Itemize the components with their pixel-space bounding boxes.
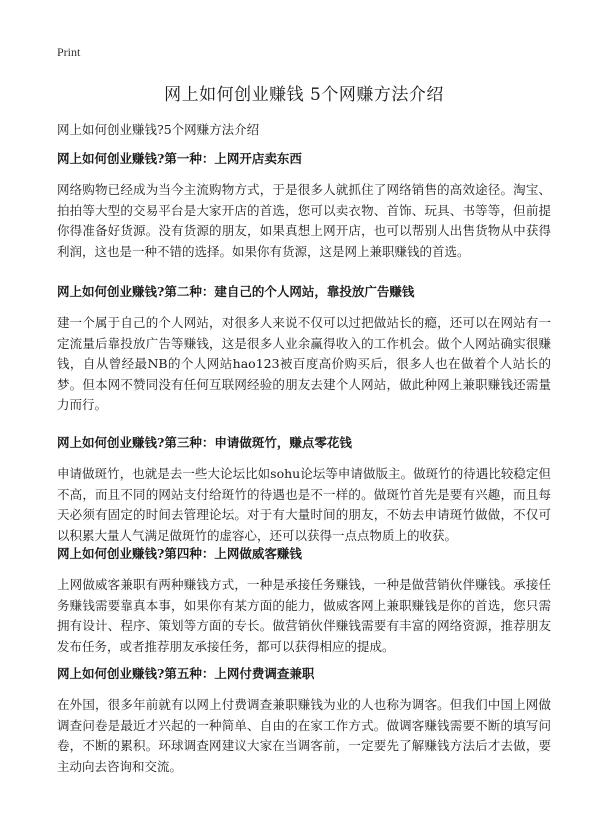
section-body: 网络购物已经成为当今主流购物方式，于是很多人就抓住了网络销售的高效途径。淘宝、拍拍等大型的交易平台是大家开店的首选，您可以卖衣物、首饰、玩具、书等等，但前提你得准备好货源。没有货源的朋友，如果真想上网开店，也可以帮别人出售货物从中获得利润，这也是一种不错的选择。如果你有货源，这是网上兼职赚钱的首选。 <box>57 182 551 259</box>
section-1 <box>57 150 551 262</box>
section-2 <box>57 283 551 416</box>
page-subtitle: 网上如何创业赚钱?5个网赚方法介绍 <box>57 122 260 137</box>
page-title: 网上如何创业赚钱 5个网赚方法介绍 <box>164 85 444 105</box>
section-5 <box>57 665 551 777</box>
section-body: 在外国，很多年前就有以网上付费调查兼职赚钱为业的人也称为调客。但我们中国上网做调查问卷是最近才兴起的一种简单、自由的在家工作方式。做调客赚钱需要不断的填写问卷，不断的累积。环球调查网建议大家在当调客前，一定要先了解赚钱方法后才去做，要主动向去咨询和交流。 <box>57 697 551 774</box>
section-heading: 网上如何创业赚钱?第四种：上网做威客赚钱 <box>57 546 302 561</box>
section-heading: 网上如何创业赚钱?第二种：建自己的个人网站，靠投放广告赚钱 <box>57 284 415 299</box>
section-4 <box>57 545 551 657</box>
section-3 <box>57 434 551 546</box>
section-heading: 网上如何创业赚钱?第五种：上网付费调查兼职 <box>57 666 315 681</box>
print-link[interactable]: Print <box>57 45 81 59</box>
section-heading: 网上如何创业赚钱?第一种：上网开店卖东西 <box>57 151 302 166</box>
section-body: 建一个属于自己的个人网站，对很多人来说不仅可以过把做站长的瘾，还可以在网站有一定流量后靠投放广告等赚钱，这是很多人业余赢得收入的工作机会。做个人网站确实很赚钱，自从曾经最NB的个人网站hao123被百度高价购买后，很多人也在做着个人站长的梦。但本网不赞同没有任何互联网经验的朋友去建个人网站，做此种网上兼职赚钱还需量力而行。 <box>57 315 551 412</box>
section-body: 申请做斑竹，也就是去一些大论坛比如sohu论坛等申请做版主。做斑竹的待遇比较稳定但不高，而且不同的网站支付给斑竹的待遇也是不一样的。做斑竹首先是要有兴趣，而且每天必须有固定的时间去管理论坛。对于有大量时间的朋友，不妨去申请斑竹做做，不仅可以积累大量人气满足做斑竹的虚容心，还可以获得一点点物质上的收获。 <box>57 466 551 543</box>
section-heading: 网上如何创业赚钱?第三种：申请做斑竹，赚点零花钱 <box>57 435 352 450</box>
section-body: 上网做威客兼职有两种赚钱方式，一种是承接任务赚钱，一种是做营销伙伴赚钱。承接任务赚钱需要靠真本事，如果你有某方面的能力，做威客网上兼职赚钱是你的首选，您只需拥有设计、程序、策划等方面的专长。做营销伙伴赚钱需要有丰富的网络资源，推荐朋友发布任务，或者推荐朋友承接任务，都可以获得相应的提成。 <box>57 577 551 654</box>
